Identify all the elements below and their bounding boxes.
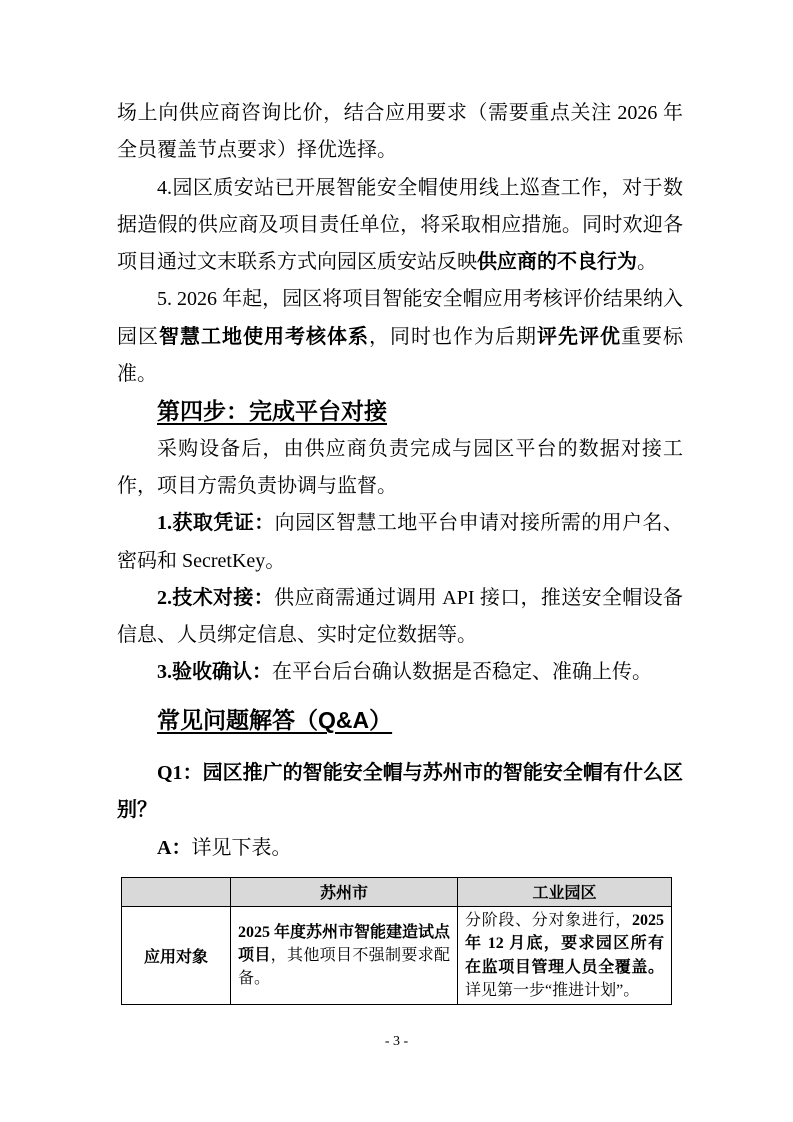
table-header-suzhou: 苏州市 <box>231 877 458 906</box>
paragraph-item-5: 5. 2026 年起，园区将项目智能安全帽应用考核评价结果纳入园区智慧工地使用考核体系，同时也作为后期评先评优重要标准。 <box>117 288 683 386</box>
step4-heading <box>117 393 683 430</box>
qa-heading <box>117 702 683 739</box>
qa-heading-text: 常见问题解答（Q&A） <box>157 706 393 733</box>
park-cell: 分阶段、分对象进行，2025 年 12 月底，要求园区所有在监项目管理人员全覆盖。详见第一步“推进计划”。 <box>458 906 672 1004</box>
question-q1: Q1：园区推广的智能安全帽与苏州市的智能安全帽有什么区别？ <box>117 762 683 822</box>
suzhou-cell: 2025 年度苏州市智能建造试点项目，其他项目不强制要求配备。 <box>231 906 458 1004</box>
step4-heading-text: 第四步：完成平台对接 <box>157 398 387 425</box>
paragraph-step-acceptance: 3.验收确认：在平台后台确认数据是否稳定、准确上传。 <box>157 661 652 684</box>
row-label: 应用对象 <box>122 906 231 1004</box>
table-header-empty <box>122 877 231 906</box>
paragraph-step-credential: 1.获取凭证：向园区智慧工地平台申请对接所需的用户名、密码和 SecretKey。 <box>117 512 684 572</box>
table-header-park: 工业园区 <box>458 877 672 906</box>
table-row-application-target <box>122 906 672 1004</box>
paragraph-item-4: 4.园区质安站已开展智能安全帽使用线上巡查工作，对于数据造假的供应商及项目责任单位，将采取相应措施。同时欢迎各项目通过文末联系方式向园区质安站反映供应商的不良行为。 <box>117 176 683 274</box>
content-area <box>117 95 683 1005</box>
paragraph-step-technical: 2.技术对接：供应商需通过调用 API 接口，推送安全帽设备信息、人员绑定信息、实时定位数据等。 <box>117 586 683 647</box>
table-header-row <box>122 877 672 906</box>
comparison-table <box>121 877 672 1005</box>
paragraph-continuation: 场上向供应商咨询比价，结合应用要求（需要重点关注 2026 年全员覆盖节点要求）择优选择。 <box>117 102 683 162</box>
paragraph-step4-intro: 采购设备后，由供应商负责完成与园区平台的数据对接工作，项目方需负责协调与监督。 <box>117 437 683 497</box>
page-number: - 3 - <box>384 1034 409 1049</box>
answer-intro: A：详见下表。 <box>157 836 292 859</box>
